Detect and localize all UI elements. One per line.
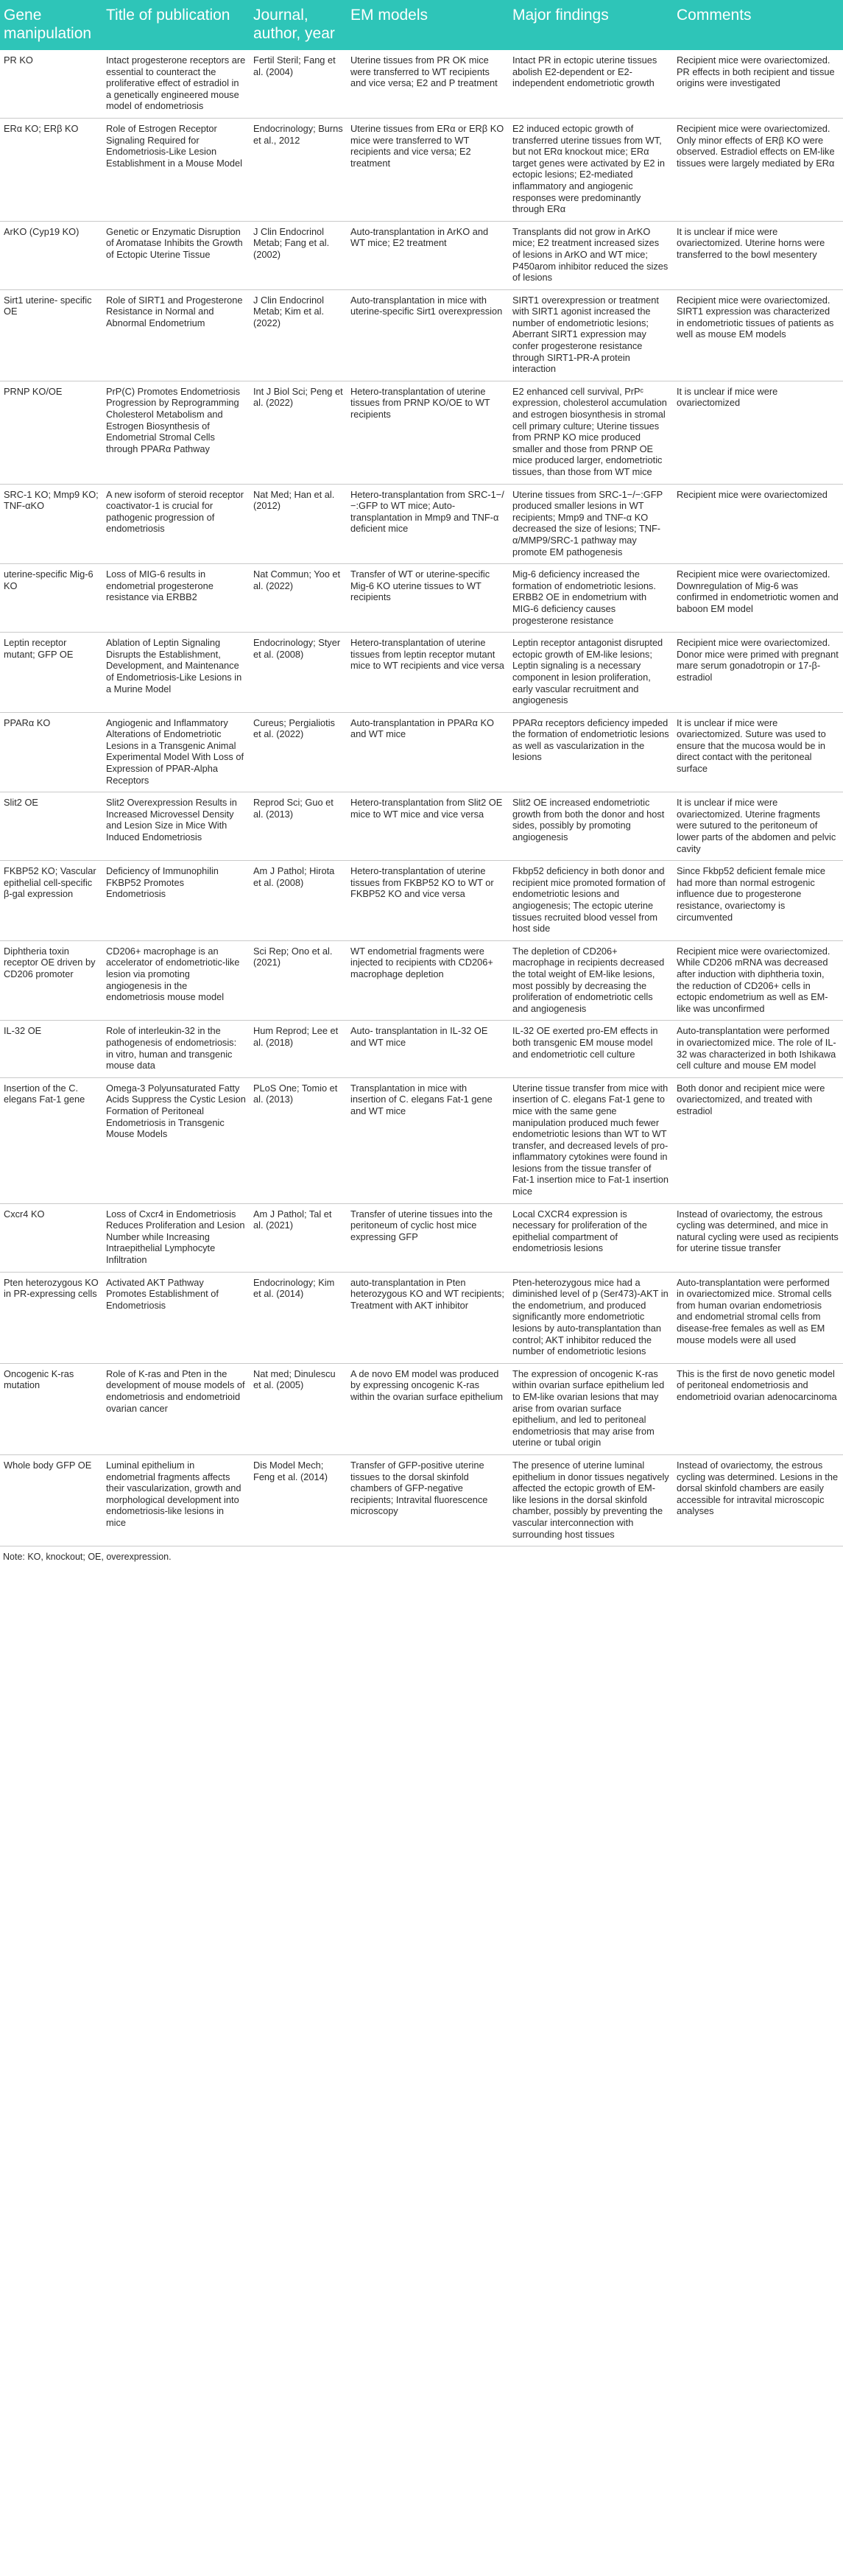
journal-cell: Am J Pathol; Tal et al. (2021) [250, 1203, 347, 1272]
comments-cell: Recipient mice were ovariectomized. While CD206 mRNA was decreased after induction with diphtheria toxin, the reduction of CD206+ cells in ectopic endometrium as well as EM-like was unconfirmed [673, 940, 843, 1021]
table-header [0, 0, 843, 50]
table-row [0, 633, 843, 713]
gene-manipulation-cell: Oncogenic K-ras mutation [0, 1363, 102, 1454]
journal-cell: Nat Commun; Yoo et al. (2022) [250, 564, 347, 633]
em-models-cell: Hetero-transplantation of uterine tissues from leptin receptor mutant mice to WT recipients and vice versa [347, 633, 509, 713]
table-row [0, 1021, 843, 1077]
em-models-cell: A de novo EM model was produced by expressing oncogenic K-ras within the ovarian surface epithelium [347, 1363, 509, 1454]
journal-cell: Dis Model Mech; Feng et al. (2014) [250, 1454, 347, 1546]
major-findings-cell: E2 enhanced cell survival, PrPᶜ expression, cholesterol accumulation and estrogen biosynthesis in stromal cell primary culture; Uterine tissues from PRNP KO mice produced smaller and those from PRNP OE mice produced larger, endometriotic tissues, than those from WT mice [509, 381, 673, 484]
table-row [0, 289, 843, 381]
table-row [0, 940, 843, 1021]
journal-cell: Endocrinology; Styer et al. (2008) [250, 633, 347, 713]
table-row [0, 1454, 843, 1546]
table-row [0, 1363, 843, 1454]
comments-cell: Since Fkbp52 deficient female mice had more than normal estrogenic influence due to progesterone resistance, ovariectomy is circumvented [673, 861, 843, 941]
gene-manipulation-cell: PRNP KO/OE [0, 381, 102, 484]
title-cell: A new isoform of steroid receptor coactivator-1 is crucial for pathogenic progression of endometriosis [102, 484, 250, 564]
em-models-cell: Transfer of WT or uterine-specific Mig-6 KO uterine tissues to WT recipients [347, 564, 509, 633]
major-findings-cell: Local CXCR4 expression is necessary for proliferation of the epithelial compartment of endometriosis lesions [509, 1203, 673, 1272]
title-cell: Omega-3 Polyunsaturated Fatty Acids Suppress the Cystic Lesion Formation of Peritoneal Endometriosis in Transgenic Mouse Models [102, 1077, 250, 1203]
major-findings-cell: Uterine tissue transfer from mice with insertion of C. elegans Fat-1 gene to mice with the same gene manipulation produced much fewer endometriotic lesions than WT to WT transfer, and decreased levels of pro-inflammatory cytokines were found in lesions from the tissue transfer of Fat-1 insertion mice to Fat-1 insertion mice [509, 1077, 673, 1203]
major-findings-cell: Intact PR in ectopic uterine tissues abolish E2-dependent or E2-independent endometriotic growth [509, 50, 673, 118]
comments-cell: Instead of ovariectomy, the estrous cycling was determined. Lesions in the dorsal skinfold chambers are easily accessible for intravital microscopic analyses [673, 1454, 843, 1546]
major-findings-cell: E2 induced ectopic growth of transferred uterine tissues from WT, but not ERα knockout mice; ERα target genes were activated by E2 in ectopic lesions; E2-mediated inflammatory and angiogenic responses were predominantly through ERα [509, 118, 673, 221]
em-models-cell: Hetero-transplantation from SRC-1−/−:GFP to WT mice; Auto-transplantation in Mmp9 and TNF-α deficient mice [347, 484, 509, 564]
title-cell: CD206+ macrophage is an accelerator of endometriotic-like lesion via promoting angiogenesis in the endometriosis mouse model [102, 940, 250, 1021]
journal-cell: Fertil Steril; Fang et al. (2004) [250, 50, 347, 118]
table-row [0, 1203, 843, 1272]
journal-cell: Nat Med; Han et al. (2012) [250, 484, 347, 564]
comments-cell: Recipient mice were ovariectomized. Only minor effects of ERβ KO were observed. Estradiol effects on EM-like tissues were largely mediated by ERα [673, 118, 843, 221]
comments-cell: It is unclear if mice were ovariectomized [673, 381, 843, 484]
major-findings-cell: Fkbp52 deficiency in both donor and recipient mice promoted formation of endometriotic lesions and angiogenesis; The ectopic uterine tissues recruited blood vessel from host side [509, 861, 673, 941]
table-row [0, 792, 843, 861]
table-row [0, 484, 843, 564]
title-cell: Role of interleukin-32 in the pathogenesis of endometriosis: in vitro, human and transgenic mouse data [102, 1021, 250, 1077]
major-findings-cell: Leptin receptor antagonist disrupted ectopic growth of EM-like lesions; Leptin signaling is a necessary component in lesion proliferation, early vascular recruitment and angiogenesis [509, 633, 673, 713]
table-body [0, 50, 843, 1546]
title-cell: Loss of MIG-6 results in endometrial progesterone resistance via ERBB2 [102, 564, 250, 633]
journal-cell: Cureus; Pergialiotis et al. (2022) [250, 712, 347, 792]
table-row [0, 1077, 843, 1203]
em-models-cell: Auto-transplantation in mice with uterine-specific Sirt1 overexpression [347, 289, 509, 381]
major-findings-cell: Uterine tissues from SRC-1−/−:GFP produced smaller lesions in WT recipients; Mmp9 and TNF-α KO decreased the size of lesions; TNF-α/MMP9/SRC-1 pathway may promote EM pathogenesis [509, 484, 673, 564]
comments-cell: Instead of ovariectomy, the estrous cycling was determined, and mice in natural cycling were used as recipients for uterine tissue transfer [673, 1203, 843, 1272]
title-cell: Role of K-ras and Pten in the development of mouse models of endometriosis and endometrioid ovarian cancer [102, 1363, 250, 1454]
title-cell: Slit2 Overexpression Results in Increased Microvessel Density and Lesion Size in Mice With Induced Endometriosis [102, 792, 250, 861]
title-cell: Genetic or Enzymatic Disruption of Aromatase Inhibits the Growth of Ectopic Uterine Tissue [102, 221, 250, 289]
table-row [0, 221, 843, 289]
table-footnote: Note: KO, knockout; OE, overexpression. [3, 1552, 172, 1563]
title-cell: Deficiency of Immunophilin FKBP52 Promotes Endometriosis [102, 861, 250, 941]
title-cell: Intact progesterone receptors are essential to counteract the proliferative effect of estradiol in a genetically engineered mouse model of endometriosis [102, 50, 250, 118]
em-models-cell: Transplantation in mice with insertion of C. elegans Fat-1 gene and WT mice [347, 1077, 509, 1203]
gene-manipulation-cell: ArKO (Cyp19 KO) [0, 221, 102, 289]
comments-cell: This is the first de novo genetic model of peritoneal endometriosis and endometrioid ovarian adenocarcinoma [673, 1363, 843, 1454]
table-row [0, 381, 843, 484]
title-cell: Loss of Cxcr4 in Endometriosis Reduces Proliferation and Lesion Number while Increasing Intraepithelial Lymphocyte Infiltration [102, 1203, 250, 1272]
journal-cell: Endocrinology; Kim et al. (2014) [250, 1272, 347, 1363]
em-models-cell: Transfer of GFP-positive uterine tissues to the dorsal skinfold chambers of GFP-negative recipients; Intravital fluorescence microscopy [347, 1454, 509, 1546]
table-row [0, 861, 843, 941]
comments-cell: Both donor and recipient mice were ovariectomized, and treated with estradiol [673, 1077, 843, 1203]
title-cell: Luminal epithelium in endometrial fragments affects their vascularization, growth and morphological development into endometriosis-like lesions in mice [102, 1454, 250, 1546]
journal-cell: Hum Reprod; Lee et al. (2018) [250, 1021, 347, 1077]
title-cell: Activated AKT Pathway Promotes Establishment of Endometriosis [102, 1272, 250, 1363]
table-row [0, 50, 843, 118]
comments-cell: It is unclear if mice were ovariectomized. Suture was used to ensure that the mucosa would be in direct contact with the peritoneal surface [673, 712, 843, 792]
table-row [0, 118, 843, 221]
column-header: Major findings [509, 0, 673, 50]
em-models-cell: Uterine tissues from PR OK mice were transferred to WT recipients and vice versa; E2 and P treatment [347, 50, 509, 118]
gene-manipulation-cell: SRC-1 KO; Mmp9 KO; TNF-αKO [0, 484, 102, 564]
em-models-cell: auto-transplantation in Pten heterozygous KO and WT recipients; Treatment with AKT inhibitor [347, 1272, 509, 1363]
em-models-cell: WT endometrial fragments were injected to recipients with CD206+ macrophage depletion [347, 940, 509, 1021]
title-cell: Role of Estrogen Receptor Signaling Required for Endometriosis-Like Lesion Establishment in a Mouse Model [102, 118, 250, 221]
gene-manipulation-cell: Cxcr4 KO [0, 1203, 102, 1272]
journal-cell: J Clin Endocrinol Metab; Fang et al. (2002) [250, 221, 347, 289]
major-findings-cell: SIRT1 overexpression or treatment with SIRT1 agonist increased the number of endometriotic lesions; Aberrant SIRT1 expression may confer progesterone resistance through SIRT1-PR-A protein interaction [509, 289, 673, 381]
journal-cell: Nat med; Dinulescu et al. (2005) [250, 1363, 347, 1454]
table-row [0, 712, 843, 792]
gene-manipulation-cell: uterine-specific Mig-6 KO [0, 564, 102, 633]
gene-manipulation-cell: Sirt1 uterine- specific OE [0, 289, 102, 381]
comments-cell: Auto-transplantation were performed in ovariectomized mice. The role of IL-32 was characterized in both Ishikawa cell culture and mouse EM model [673, 1021, 843, 1077]
gene-manipulation-cell: FKBP52 KO; Vascular epithelial cell-specific β-gal expression [0, 861, 102, 941]
major-findings-cell: The expression of oncogenic K-ras within ovarian surface epithelium led to EM-like ovarian lesions that may arise from ovarian surface epithelium, and led to peritoneal endometriosis that may arise from uterine or tubal origin [509, 1363, 673, 1454]
column-header: EM models [347, 0, 509, 50]
gene-manipulation-cell: Whole body GFP OE [0, 1454, 102, 1546]
major-findings-cell: Mig-6 deficiency increased the formation of endometriotic lesions. ERBB2 OE in endometrium with MIG-6 deficiency causes progesterone resistance [509, 564, 673, 633]
journal-cell: PLoS One; Tomio et al. (2013) [250, 1077, 347, 1203]
comments-cell: Recipient mice were ovariectomized. SIRT1 expression was characterized in endometriotic tissues of patients as well as mouse EM models [673, 289, 843, 381]
em-models-cell: Auto-transplantation in ArKO and WT mice; E2 treatment [347, 221, 509, 289]
journal-cell: Int J Biol Sci; Peng et al. (2022) [250, 381, 347, 484]
gene-manipulation-cell: Insertion of the C. elegans Fat-1 gene [0, 1077, 102, 1203]
em-models-cell: Hetero-transplantation of uterine tissues from FKBP52 KO to WT or FKBP52 KO and vice versa [347, 861, 509, 941]
comments-cell: Recipient mice were ovariectomized [673, 484, 843, 564]
em-models-cell: Auto-transplantation in PPARα KO and WT mice [347, 712, 509, 792]
gene-manipulation-cell: Slit2 OE [0, 792, 102, 861]
journal-cell: Sci Rep; Ono et al. (2021) [250, 940, 347, 1021]
gene-manipulation-cell: PPARα KO [0, 712, 102, 792]
major-findings-cell: Pten-heterozygous mice had a diminished level of p (Ser473)-AKT in the endometrium, and produced significantly more endometriotic lesions by auto-transplantation than control; AKT inhibitor reduced the number of endometriotic lesions [509, 1272, 673, 1363]
column-header: Title of publication [102, 0, 250, 50]
major-findings-cell: Transplants did not grow in ArKO mice; E2 treatment increased sizes of lesions in ArKO and WT mice; P450arom inhibitor reduced the sizes of lesions [509, 221, 673, 289]
table-row [0, 564, 843, 633]
journal-cell: Endocrinology; Burns et al., 2012 [250, 118, 347, 221]
title-cell: PrP(C) Promotes Endometriosis Progression by Reprogramming Cholesterol Metabolism and Estrogen Biosynthesis of Endometrial Stromal Cells through PPARα Pathway [102, 381, 250, 484]
em-models-cell: Uterine tissues from ERα or ERβ KO mice were transferred to WT recipients and vice versa; E2 treatment [347, 118, 509, 221]
comments-cell: Recipient mice were ovariectomized. Donor mice were primed with pregnant mare serum gonadotropin or 17-β-estradiol [673, 633, 843, 713]
gene-manipulation-cell: Diphtheria toxin receptor OE driven by CD206 promoter [0, 940, 102, 1021]
em-models-cell: Auto- transplantation in IL-32 OE and WT mice [347, 1021, 509, 1077]
gene-manipulation-cell: ERα KO; ERβ KO [0, 118, 102, 221]
em-models-cell: Hetero-transplantation of uterine tissues from PRNP KO/OE to WT recipients [347, 381, 509, 484]
major-findings-cell: IL-32 OE exerted pro-EM effects in both transgenic EM mouse model and endometriotic cell culture [509, 1021, 673, 1077]
comments-cell: Recipient mice were ovariectomized. Downregulation of Mig-6 was confirmed in endometriotic women and baboon EM model [673, 564, 843, 633]
column-header: Gene manipulation [0, 0, 102, 50]
comments-cell: It is unclear if mice were ovariectomized. Uterine fragments were sutured to the peritoneum of lower parts of the abdomen and pelvic cavity [673, 792, 843, 861]
em-models-cell: Hetero-transplantation from Slit2 OE mice to WT mice and vice versa [347, 792, 509, 861]
comments-cell: Auto-transplantation were performed in ovariectomized mice. Stromal cells from human ovarian endometriosis and endometrial stromal cells from disease-free females as well as EM mouse models were all used [673, 1272, 843, 1363]
title-cell: Ablation of Leptin Signaling Disrupts the Establishment, Development, and Maintenance of Endometriosis-Like Lesions in a Murine Model [102, 633, 250, 713]
gene-manipulation-cell: IL-32 OE [0, 1021, 102, 1077]
major-findings-cell: The presence of uterine luminal epithelium in donor tissues negatively affected the ectopic growth of EM-like lesions in the dorsal skinfold chamber, possibly by preventing the vascular interconnection with surrounding host tissues [509, 1454, 673, 1546]
major-findings-cell: The depletion of CD206+ macrophage in recipients decreased the total weight of EM-like lesions, most possibly by decreasing the proliferation of endometriotic cells and angiogenesis [509, 940, 673, 1021]
gene-manipulation-cell: PR KO [0, 50, 102, 118]
comments-cell: Recipient mice were ovariectomized. PR effects in both recipient and tissue origins were investigated [673, 50, 843, 118]
em-models-cell: Transfer of uterine tissues into the peritoneum of cyclic host mice expressing GFP [347, 1203, 509, 1272]
major-findings-cell: Slit2 OE increased endometriotic growth from both the donor and host sides, possibly by promoting angiogenesis [509, 792, 673, 861]
major-findings-cell: PPARα receptors deficiency impeded the formation of endometriotic lesions as well as vascularization in the lesions [509, 712, 673, 792]
gene-manipulation-cell: Pten heterozygous KO in PR-expressing cells [0, 1272, 102, 1363]
column-header: Journal, author, year [250, 0, 347, 50]
title-cell: Angiogenic and Inflammatory Alterations of Endometriotic Lesions in a Transgenic Animal Experimental Model With Loss of Expression of PPAR-Alpha Receptors [102, 712, 250, 792]
journal-cell: Am J Pathol; Hirota et al. (2008) [250, 861, 347, 941]
journal-cell: J Clin Endocrinol Metab; Kim et al. (2022) [250, 289, 347, 381]
journal-cell: Reprod Sci; Guo et al. (2013) [250, 792, 347, 861]
table-row [0, 1272, 843, 1363]
gene-manipulation-cell: Leptin receptor mutant; GFP OE [0, 633, 102, 713]
header-row [0, 0, 843, 50]
title-cell: Role of SIRT1 and Progesterone Resistance in Normal and Abnormal Endometrium [102, 289, 250, 381]
comments-cell: It is unclear if mice were ovariectomized. Uterine horns were transferred to the bowl mesentery [673, 221, 843, 289]
column-header: Comments [673, 0, 843, 50]
